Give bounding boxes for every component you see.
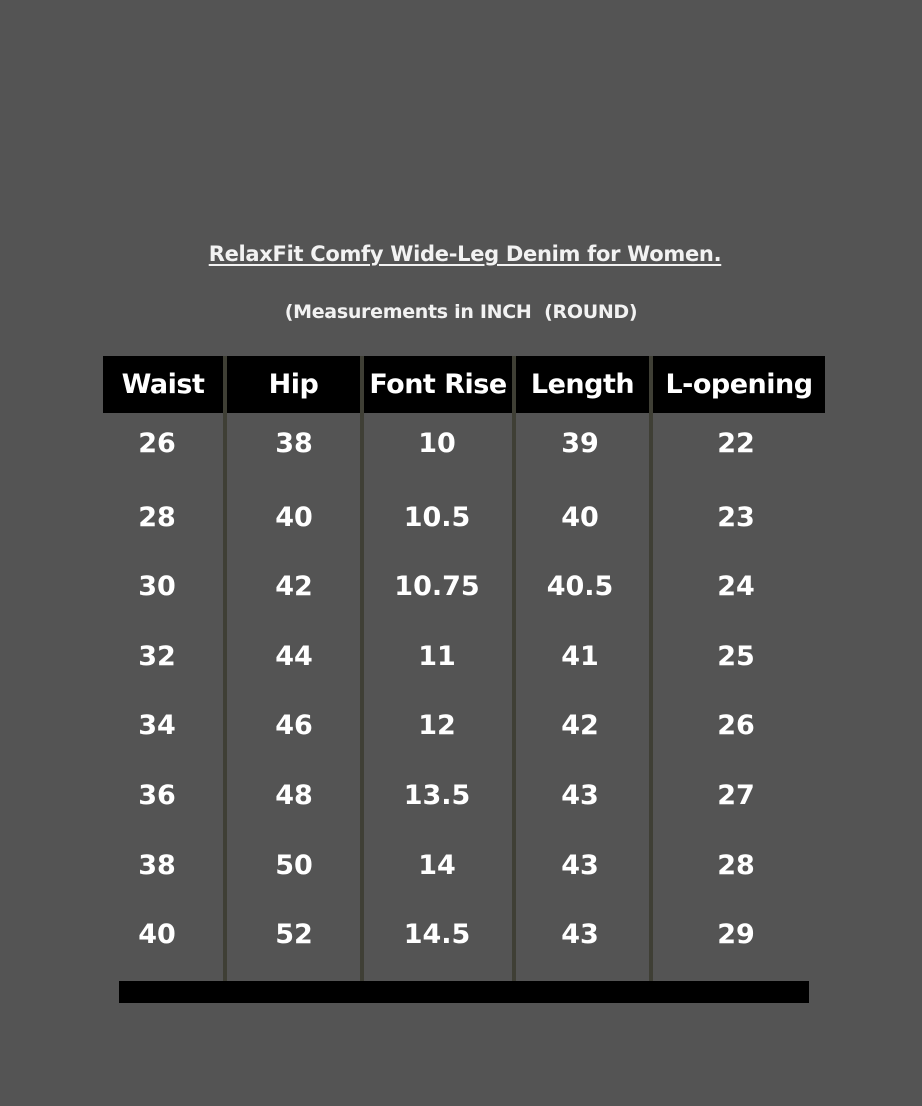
cell-length: 40 [561, 502, 599, 533]
column-divider [223, 356, 227, 982]
column-divider [512, 356, 516, 982]
cell-length: 43 [561, 850, 599, 881]
cell-front-rise: 14 [418, 850, 456, 881]
cell-leg-opening: 23 [717, 502, 755, 533]
cell-waist: 38 [138, 850, 176, 881]
cell-waist: 34 [138, 710, 176, 741]
cell-waist: 36 [138, 780, 176, 811]
cell-front-rise: 12 [418, 710, 456, 741]
cell-hip: 46 [275, 710, 313, 741]
table-bottom-bar [119, 981, 809, 1003]
cell-hip: 44 [275, 641, 313, 672]
cell-hip: 50 [275, 850, 313, 881]
chart-title: RelaxFit Comfy Wide-Leg Denim for Women. [208, 242, 722, 266]
header-length: Length [516, 356, 649, 413]
header-hip: Hip [227, 356, 360, 413]
cell-hip: 42 [275, 571, 313, 602]
cell-hip: 40 [275, 502, 313, 533]
cell-leg-opening: 25 [717, 641, 755, 672]
cell-front-rise: 10 [418, 428, 456, 459]
header-leg-opening: L-opening [653, 356, 825, 413]
cell-leg-opening: 28 [717, 850, 755, 881]
measurement-note: (Measurements in INCH (ROUND) [284, 301, 638, 323]
cell-length: 40.5 [546, 571, 614, 602]
header-front-rise: Font Rise [364, 356, 512, 413]
header-waist: Waist [103, 356, 223, 413]
cell-hip: 38 [275, 428, 313, 459]
column-divider [649, 356, 653, 982]
cell-leg-opening: 29 [717, 919, 755, 950]
cell-waist: 40 [138, 919, 176, 950]
cell-length: 43 [561, 780, 599, 811]
cell-front-rise: 14.5 [403, 919, 471, 950]
cell-front-rise: 10.75 [394, 571, 480, 602]
cell-leg-opening: 22 [717, 428, 755, 459]
cell-waist: 32 [138, 641, 176, 672]
cell-hip: 52 [275, 919, 313, 950]
cell-leg-opening: 24 [717, 571, 755, 602]
cell-length: 42 [561, 710, 599, 741]
cell-leg-opening: 26 [717, 710, 755, 741]
cell-length: 41 [561, 641, 599, 672]
cell-waist: 26 [138, 428, 176, 459]
cell-front-rise: 11 [418, 641, 456, 672]
cell-leg-opening: 27 [717, 780, 755, 811]
cell-length: 39 [561, 428, 599, 459]
cell-waist: 28 [138, 502, 176, 533]
cell-front-rise: 10.5 [403, 502, 471, 533]
cell-waist: 30 [138, 571, 176, 602]
cell-hip: 48 [275, 780, 313, 811]
cell-length: 43 [561, 919, 599, 950]
cell-front-rise: 13.5 [403, 780, 471, 811]
column-divider [360, 356, 364, 982]
